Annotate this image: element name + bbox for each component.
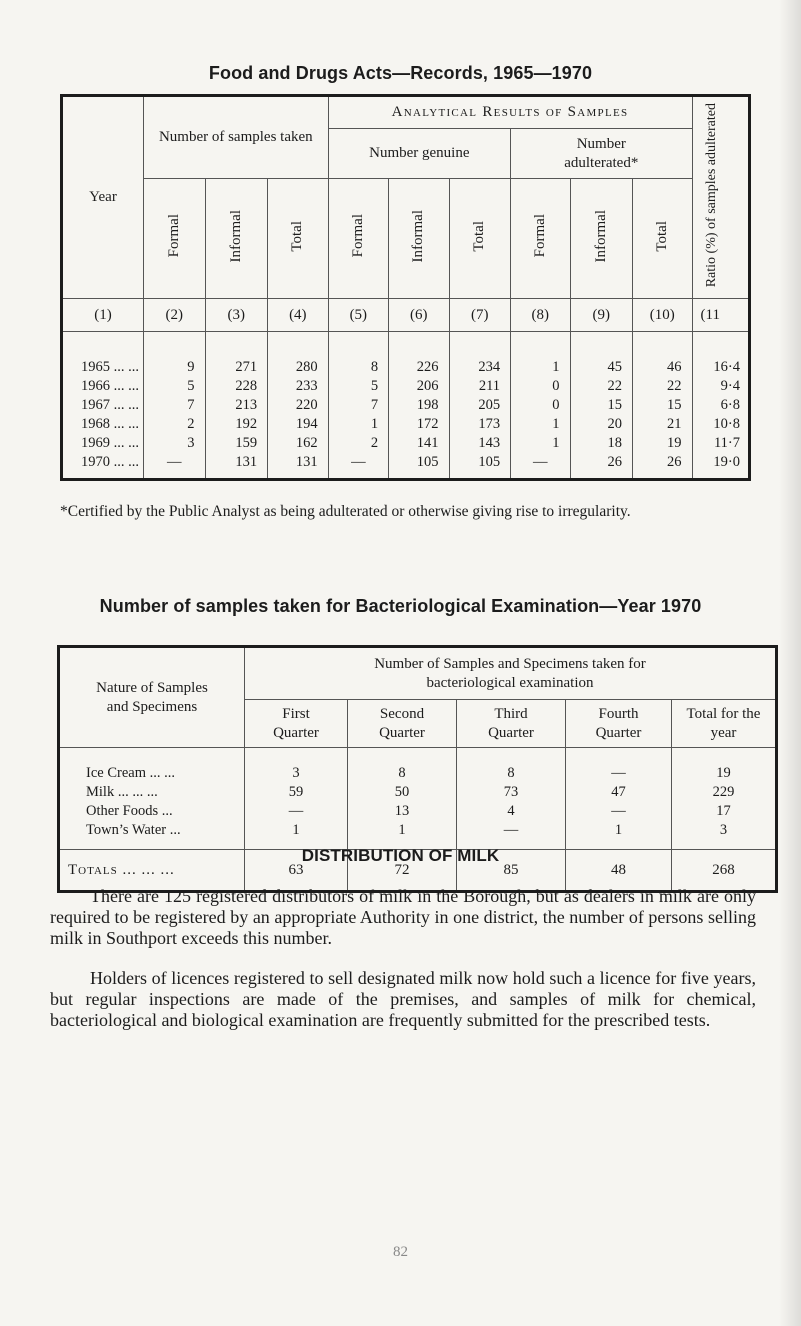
page-title: Food and Drugs Acts—Records, 1965—1970 <box>208 63 593 83</box>
informal-taken-cell: 131 <box>205 453 268 480</box>
col-total-taken: Total <box>268 179 329 299</box>
col-number: (1) <box>62 299 144 332</box>
formal-taken-cell: 2 <box>144 415 206 434</box>
col-formal-genuine: Formal <box>328 179 388 299</box>
informal-genuine-cell: 141 <box>389 434 449 453</box>
table-row <box>59 764 777 783</box>
col-informal-adulterated: Informal <box>570 179 633 299</box>
formal-adulterated-cell: — <box>511 453 570 480</box>
col-number: (3) <box>205 299 268 332</box>
ratio-cell: 11·7 <box>692 434 750 453</box>
total-adulterated-cell: 46 <box>633 358 692 377</box>
informal-taken-cell: 213 <box>205 396 268 415</box>
table-row <box>62 415 750 434</box>
table-row <box>62 453 750 480</box>
col-number: (6) <box>389 299 449 332</box>
formal-adulterated-cell: 1 <box>511 434 570 453</box>
formal-adulterated-cell: 0 <box>511 396 570 415</box>
paragraph: Holders of licences registered to sell designated milk now hold such a licence for five years, but regular inspections are made of the premises, and samples of milk for chemical, bacteriological and biological examination are frequently submitted for the prescribed tests. <box>50 968 756 1030</box>
informal-taken-cell: 228 <box>205 377 268 396</box>
col-informal-genuine: Informal <box>389 179 449 299</box>
formal-adulterated-cell: 1 <box>511 358 570 377</box>
informal-genuine-cell: 105 <box>389 453 449 480</box>
table-row <box>62 396 750 415</box>
genuine-header: Number genuine <box>328 129 510 179</box>
informal-genuine-cell: 172 <box>389 415 449 434</box>
totals-q3: 85 <box>457 850 566 892</box>
col-informal-taken: Informal <box>205 179 268 299</box>
total-year-header: Total for the year <box>672 700 777 748</box>
totals-year: 268 <box>672 850 777 892</box>
paragraph: There are 125 registered distributors of milk in the Borough, but as dealers in milk are only required to be registered by an appropriate Authority in one district, the number of persons selling milk in Southport exceeds this number. <box>50 886 756 948</box>
q1-cell: — <box>245 802 348 821</box>
ratio-cell: 10·8 <box>692 415 750 434</box>
formal-genuine-cell: 8 <box>328 358 388 377</box>
records-table-body <box>62 358 750 480</box>
fourth-quarter-header: Fourth Quarter <box>566 700 672 748</box>
section-title: DISTRIBUTION OF MILK <box>301 846 500 865</box>
informal-adulterated-cell: 18 <box>570 434 633 453</box>
analytical-results-header: Analytical Results of Samples <box>328 96 692 129</box>
ratio-header-cell <box>692 96 750 299</box>
year-total-cell: 3 <box>672 821 777 840</box>
table-row <box>59 821 777 840</box>
group-header: Number of Samples and Specimens taken for bacteriological examination <box>245 647 777 700</box>
nature-header: Nature of Samples and Specimens <box>59 647 245 748</box>
adulterated-header: Number adulterated* <box>511 129 692 179</box>
informal-taken-cell: 192 <box>205 415 268 434</box>
total-genuine-cell: 143 <box>449 434 511 453</box>
ratio-cell: 6·8 <box>692 396 750 415</box>
totals-q4: 48 <box>566 850 672 892</box>
q4-cell: — <box>566 764 672 783</box>
total-genuine-cell: 234 <box>449 358 511 377</box>
formal-genuine-cell: 7 <box>328 396 388 415</box>
table-row <box>62 434 750 453</box>
col-number: (8) <box>511 299 570 332</box>
year-header: Year <box>62 96 144 299</box>
year-cell: 1965 ... ... <box>62 358 144 377</box>
formal-genuine-cell: 5 <box>328 377 388 396</box>
q3-cell: 4 <box>457 802 566 821</box>
totals-q2: 72 <box>348 850 457 892</box>
bacteriological-title: Number of samples taken for Bacteriological Examination—Year 1970 <box>99 596 702 616</box>
year-total-cell: 19 <box>672 764 777 783</box>
informal-taken-cell: 271 <box>205 358 268 377</box>
q1-cell: 3 <box>245 764 348 783</box>
nature-cell: Milk ... ... ... <box>59 783 245 802</box>
col-total-adulterated: Total <box>633 179 692 299</box>
total-taken-cell: 280 <box>268 358 329 377</box>
col-number: (9) <box>570 299 633 332</box>
total-adulterated-cell: 15 <box>633 396 692 415</box>
total-genuine-cell: 173 <box>449 415 511 434</box>
q2-cell: 13 <box>348 802 457 821</box>
q2-cell: 1 <box>348 821 457 840</box>
table-row <box>62 358 750 377</box>
q3-cell: — <box>457 821 566 840</box>
year-total-cell: 229 <box>672 783 777 802</box>
table-row <box>59 802 777 821</box>
year-cell: 1967 ... ... <box>62 396 144 415</box>
nature-cell: Town’s Water ... <box>59 821 245 840</box>
bacteriological-table-body <box>59 764 777 850</box>
year-cell: 1966 ... ... <box>62 377 144 396</box>
formal-taken-cell: 9 <box>144 358 206 377</box>
year-total-cell: 17 <box>672 802 777 821</box>
total-taken-cell: 220 <box>268 396 329 415</box>
q3-cell: 73 <box>457 783 566 802</box>
total-adulterated-cell: 21 <box>633 415 692 434</box>
col-number: (4) <box>268 299 329 332</box>
total-taken-cell: 131 <box>268 453 329 480</box>
formal-adulterated-cell: 0 <box>511 377 570 396</box>
total-adulterated-cell: 26 <box>633 453 692 480</box>
col-number: (2) <box>144 299 206 332</box>
total-taken-cell: 162 <box>268 434 329 453</box>
table-row <box>62 377 750 396</box>
q1-cell: 59 <box>245 783 348 802</box>
col-number: (11 <box>692 299 750 332</box>
col-total-genuine: Total <box>449 179 511 299</box>
page-edge-shadow <box>779 0 801 1326</box>
formal-adulterated-cell: 1 <box>511 415 570 434</box>
ratio-cell: 9·4 <box>692 377 750 396</box>
records-table <box>60 94 751 481</box>
q1-cell: 1 <box>245 821 348 840</box>
formal-taken-cell: 5 <box>144 377 206 396</box>
q3-cell: 8 <box>457 764 566 783</box>
nature-cell: Ice Cream ... ... <box>59 764 245 783</box>
formal-genuine-cell: 1 <box>328 415 388 434</box>
col-number: (10) <box>633 299 692 332</box>
page-number: 82 <box>393 1244 408 1260</box>
ratio-cell: 16·4 <box>692 358 750 377</box>
year-cell: 1968 ... ... <box>62 415 144 434</box>
q2-cell: 50 <box>348 783 457 802</box>
informal-adulterated-cell: 26 <box>570 453 633 480</box>
q2-cell: 8 <box>348 764 457 783</box>
total-genuine-cell: 211 <box>449 377 511 396</box>
totals-q1: 63 <box>245 850 348 892</box>
ratio-cell: 19·0 <box>692 453 750 480</box>
samples-taken-header: Number of samples taken <box>144 96 329 179</box>
total-adulterated-cell: 19 <box>633 434 692 453</box>
col-number: (5) <box>328 299 388 332</box>
total-adulterated-cell: 22 <box>633 377 692 396</box>
table-row <box>59 783 777 802</box>
total-genuine-cell: 105 <box>449 453 511 480</box>
year-cell: 1969 ... ... <box>62 434 144 453</box>
second-quarter-header: Second Quarter <box>348 700 457 748</box>
third-quarter-header: Third Quarter <box>457 700 566 748</box>
formal-genuine-cell: 2 <box>328 434 388 453</box>
informal-genuine-cell: 206 <box>389 377 449 396</box>
informal-adulterated-cell: 22 <box>570 377 633 396</box>
informal-genuine-cell: 198 <box>389 396 449 415</box>
informal-taken-cell: 159 <box>205 434 268 453</box>
first-quarter-header: First Quarter <box>245 700 348 748</box>
nature-cell: Other Foods ... <box>59 802 245 821</box>
formal-genuine-cell: — <box>328 453 388 480</box>
q4-cell: 47 <box>566 783 672 802</box>
informal-adulterated-cell: 45 <box>570 358 633 377</box>
total-taken-cell: 233 <box>268 377 329 396</box>
total-taken-cell: 194 <box>268 415 329 434</box>
totals-label: Totals ... ... ... <box>59 850 245 892</box>
col-number: (7) <box>449 299 511 332</box>
formal-taken-cell: — <box>144 453 206 480</box>
q4-cell: — <box>566 802 672 821</box>
col-formal-adulterated: Formal <box>511 179 570 299</box>
ratio-header: Ratio (%) of samples adulterated <box>704 102 720 288</box>
q4-cell: 1 <box>566 821 672 840</box>
year-cell: 1970 ... ... <box>62 453 144 480</box>
footnote: *Certified by the Public Analyst as being adulterated or otherwise giving rise to irregularity. <box>60 503 631 520</box>
informal-genuine-cell: 226 <box>389 358 449 377</box>
formal-taken-cell: 3 <box>144 434 206 453</box>
informal-adulterated-cell: 20 <box>570 415 633 434</box>
total-genuine-cell: 205 <box>449 396 511 415</box>
formal-taken-cell: 7 <box>144 396 206 415</box>
informal-adulterated-cell: 15 <box>570 396 633 415</box>
col-formal-taken: Formal <box>144 179 206 299</box>
